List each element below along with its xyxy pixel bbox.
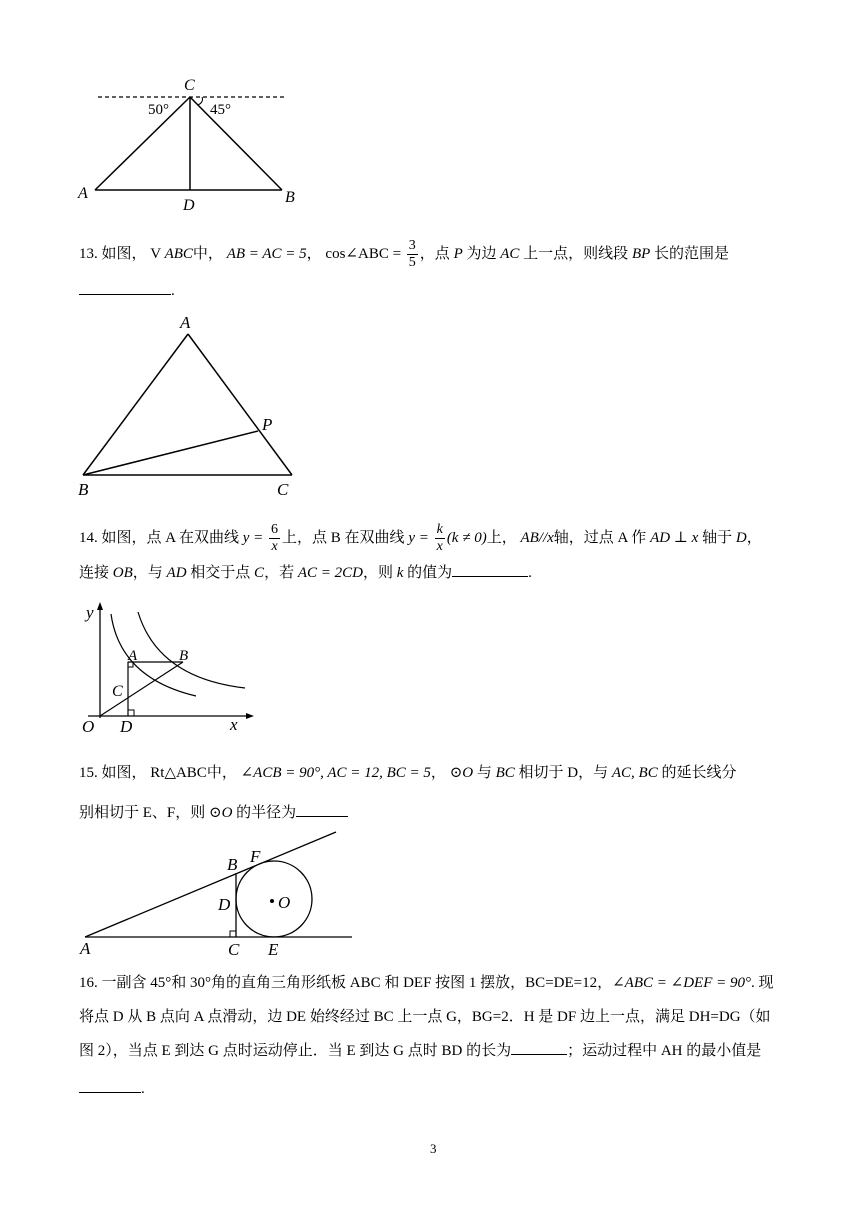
text: 的延长线分 xyxy=(661,765,737,781)
question-14-line2 xyxy=(79,562,532,584)
text: ，与 xyxy=(132,565,163,581)
math-bc: BC xyxy=(495,765,515,781)
math-abc: ABC xyxy=(164,245,193,262)
figure-14 xyxy=(78,598,258,743)
denominator: x xyxy=(436,539,443,554)
label-o: O xyxy=(278,893,291,912)
label-b: B xyxy=(227,855,238,874)
text: ， xyxy=(746,529,762,546)
question-13-line2 xyxy=(79,280,175,302)
math-d: D xyxy=(735,529,747,546)
label-b: B xyxy=(285,189,295,206)
fraction-6-x xyxy=(269,522,280,555)
text: 轴于 xyxy=(702,529,733,546)
math-circle-o: ⊙O xyxy=(449,765,474,781)
denominator: 5 xyxy=(408,255,416,270)
text: 上， xyxy=(486,529,517,546)
answer-blank[interactable] xyxy=(452,562,528,577)
text: . xyxy=(171,283,175,299)
label-a: A xyxy=(78,185,88,202)
label-b: B xyxy=(78,480,89,499)
text: 长的范围是 xyxy=(654,245,730,262)
label-c: C xyxy=(228,940,240,959)
math-ab-parallel: AB//x xyxy=(520,529,554,546)
question-16-line3 xyxy=(79,1040,761,1062)
text: ；运动过程中 AH 的最小值是 xyxy=(567,1043,762,1059)
x-axis-arrow xyxy=(246,713,254,719)
math-circle-o: ⊙O xyxy=(209,805,233,821)
numerator: 6 xyxy=(271,522,279,537)
text: 如图， xyxy=(101,765,147,781)
label-a: A xyxy=(180,313,191,332)
numerator: k xyxy=(436,522,443,537)
label-c: C xyxy=(277,480,289,499)
text: . 现 xyxy=(750,975,774,991)
line-ab-extended xyxy=(85,832,336,937)
math-condition: AB = AC = 5 xyxy=(226,245,307,262)
math-p: P xyxy=(453,245,463,262)
figure-15 xyxy=(70,826,360,961)
question-13-line1 xyxy=(79,238,729,271)
text: 图 2），当点 E 到达 G 点时运动停止．当 E 到达 G 点时 BD 的长为 xyxy=(79,1043,512,1059)
text: ， xyxy=(430,765,446,781)
answer-blank-1[interactable] xyxy=(511,1040,567,1055)
question-number: 16. xyxy=(79,975,98,991)
math-ad-perp: AD ⊥ x xyxy=(650,529,699,546)
label-e: E xyxy=(268,940,279,959)
text: 中， xyxy=(206,765,237,781)
text: 的值为 xyxy=(407,565,453,581)
numerator: 3 xyxy=(408,238,416,253)
text: ，若 xyxy=(264,565,295,581)
question-16-line4 xyxy=(79,1078,145,1100)
triangle-symbol: V xyxy=(150,245,161,262)
math-condition: ∠ACB = 90°, AC = 12, BC = 5 xyxy=(240,765,431,781)
math-rt-triangle: Rt△ABC xyxy=(150,765,207,781)
fraction-3-5 xyxy=(407,238,418,271)
right-angle-mark-c xyxy=(230,931,236,937)
figure-12 xyxy=(70,70,310,215)
question-15-line2 xyxy=(79,802,348,824)
segment-bp xyxy=(83,431,258,475)
text: 的半径为 xyxy=(236,805,297,821)
label-a: A xyxy=(128,648,138,664)
label-angle-45: 45° xyxy=(210,102,231,118)
text: 相交于点 xyxy=(190,565,251,581)
label-d: D xyxy=(218,895,231,914)
text: 上一点，则线段 xyxy=(523,245,629,262)
math-y: y = xyxy=(242,529,264,546)
y-axis-arrow xyxy=(97,602,103,610)
text: ，点 xyxy=(419,245,450,262)
text: 轴，过点 A 作 xyxy=(553,529,647,546)
question-15-line1 xyxy=(79,762,736,784)
math-y: y = xyxy=(408,529,429,546)
math-cos: cos∠ABC = xyxy=(325,245,402,262)
figure-13 xyxy=(70,310,310,500)
page-number: 3 xyxy=(430,1141,437,1156)
text: 如图， xyxy=(101,245,147,262)
label-d: D xyxy=(183,197,195,214)
curve-k-over-x xyxy=(138,612,245,688)
question-number: 15. xyxy=(79,765,98,781)
math-ob: OB xyxy=(112,565,133,581)
label-x: x xyxy=(230,715,238,734)
math-bp: BP xyxy=(631,245,651,262)
label-o: O xyxy=(82,717,95,736)
label-angle-50: 50° xyxy=(148,102,169,118)
label-c: C xyxy=(184,77,195,94)
math-ac-2cd: AC = 2CD xyxy=(297,565,363,581)
label-p: P xyxy=(262,415,273,434)
math-condition: (k ≠ 0) xyxy=(446,529,487,546)
fraction-k-x xyxy=(435,522,445,555)
math-k: k xyxy=(396,565,404,581)
text: 与 xyxy=(476,765,492,781)
label-c: C xyxy=(112,683,123,700)
text: 相切于 D，与 xyxy=(518,765,609,781)
math-ac-bc: AC, BC xyxy=(611,765,658,781)
question-16-line2 xyxy=(79,1006,771,1028)
text: 别相切于 E、F，则 xyxy=(79,805,206,821)
math-c: C xyxy=(254,565,265,581)
right-angle-mark-d xyxy=(128,710,134,716)
text: ，则 xyxy=(362,565,393,581)
circle-o xyxy=(236,861,312,937)
label-b: B xyxy=(179,648,189,664)
text: ， xyxy=(306,245,322,262)
segment-ac xyxy=(188,334,292,475)
question-number: 13. xyxy=(79,245,98,262)
math-ac: AC xyxy=(500,245,520,262)
text: 中， xyxy=(192,245,223,262)
angle-arc-right xyxy=(198,97,203,105)
text: . xyxy=(528,565,532,581)
text: 为边 xyxy=(466,245,497,262)
center-dot-o xyxy=(270,899,274,903)
segment-ab xyxy=(83,334,188,475)
answer-blank[interactable] xyxy=(296,802,348,817)
text: 将点 D 从 B 点向 A 点滑动，边 DE 始终经过 BC 上一点 G，BG=2．H 是 DF 边上一点，满足 DH=DG（如 xyxy=(79,1009,771,1025)
label-f: F xyxy=(250,847,261,866)
math-ad: AD xyxy=(166,565,187,581)
text: 如图，点 A 在双曲线 xyxy=(101,529,240,546)
label-a: A xyxy=(80,939,91,958)
denominator: x xyxy=(271,539,278,554)
math-angles: ∠ABC = ∠DEF = 90° xyxy=(612,975,751,991)
text: 上，点 B 在双曲线 xyxy=(282,529,405,546)
answer-blank-2[interactable] xyxy=(79,1078,141,1093)
label-y: y xyxy=(86,603,94,622)
question-14-line1 xyxy=(79,522,762,555)
answer-blank[interactable] xyxy=(79,280,171,295)
text: 一副含 45°和 30°角的直角三角形纸板 ABC 和 DEF 按图 1 摆放，BC=DE=12， xyxy=(101,975,613,991)
segment-cb xyxy=(190,97,282,190)
question-16-line1 xyxy=(79,972,774,994)
segment-ca xyxy=(95,97,190,190)
label-d: D xyxy=(120,717,133,736)
question-number: 14. xyxy=(79,529,98,546)
text: . xyxy=(141,1081,145,1097)
text: 连接 xyxy=(79,565,110,581)
